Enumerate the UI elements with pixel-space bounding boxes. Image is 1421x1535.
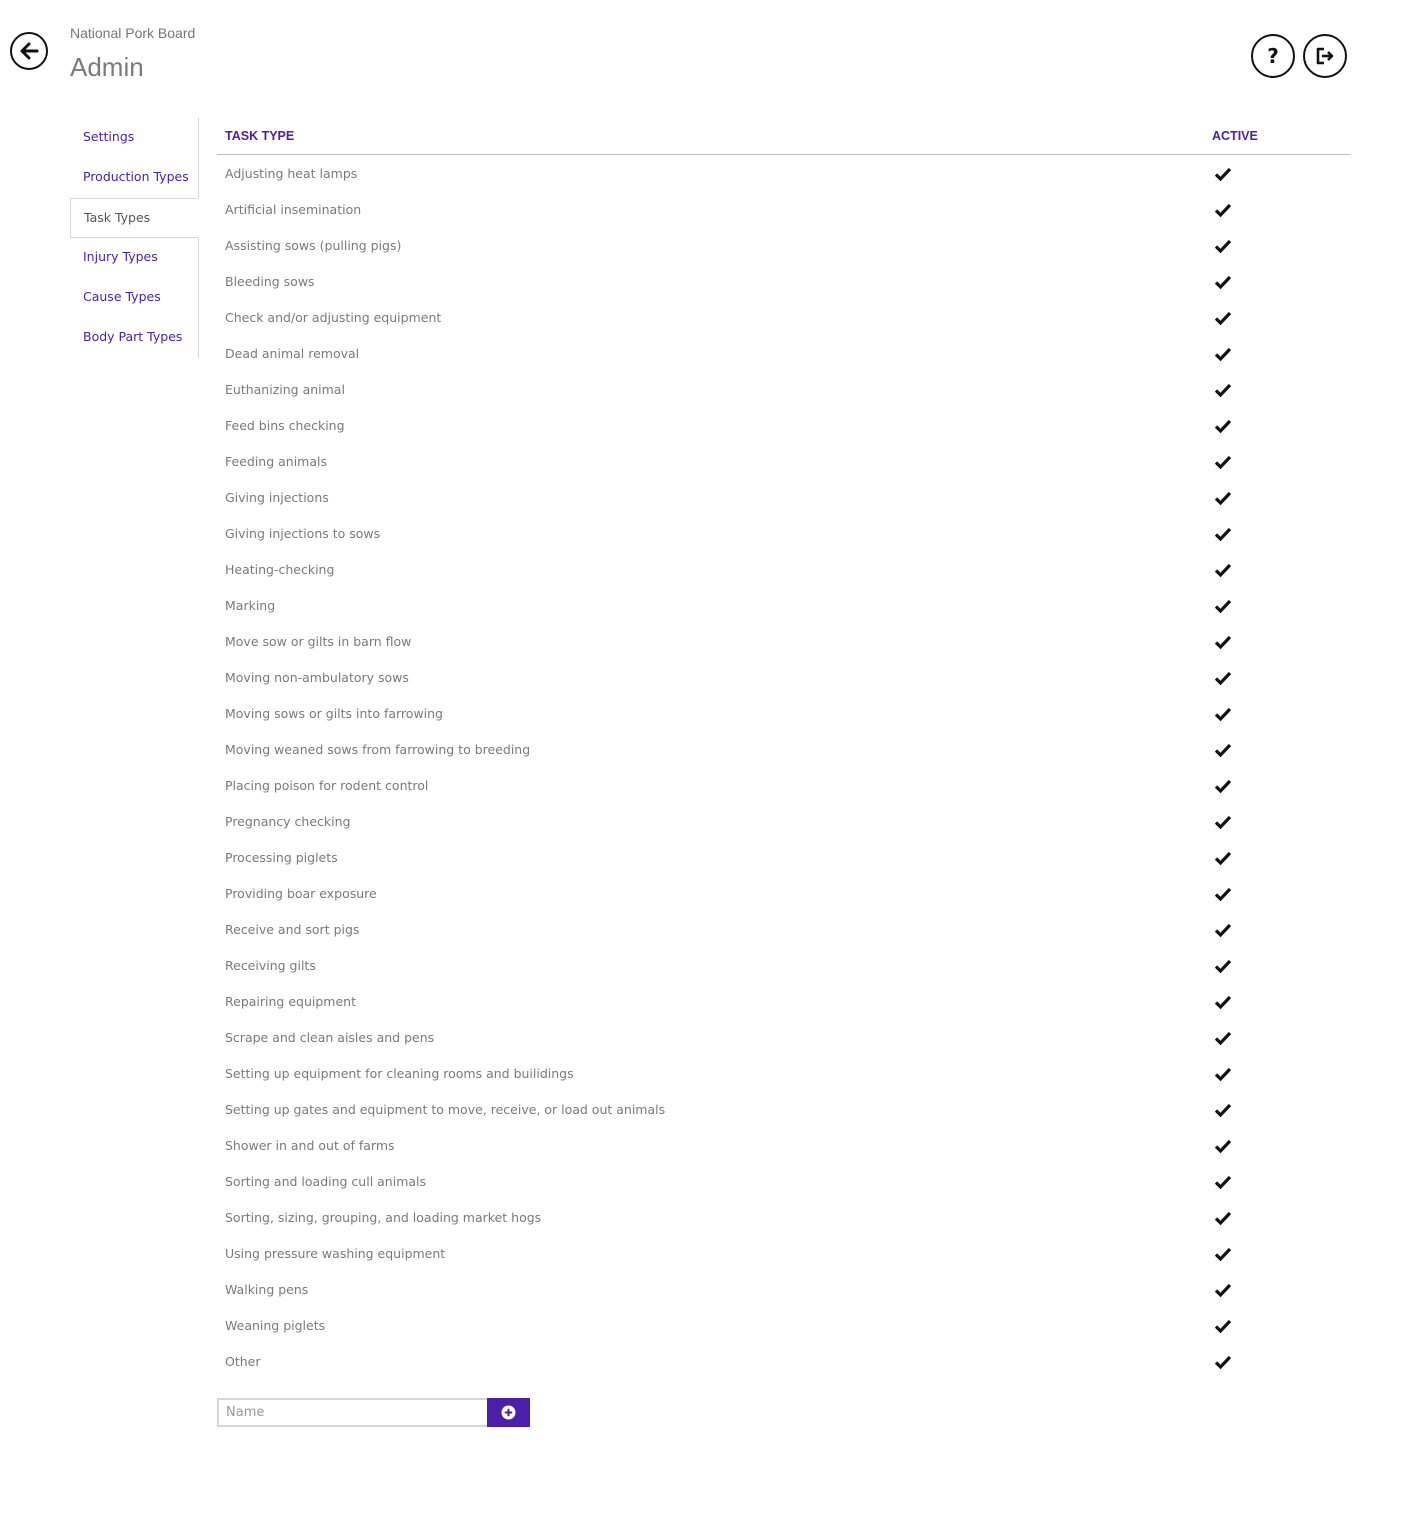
task-type-name[interactable]: Euthanizing animal xyxy=(225,382,345,397)
checkmark-icon[interactable] xyxy=(1214,922,1232,938)
task-type-name[interactable]: Assisting sows (pulling pigs) xyxy=(225,238,402,253)
task-type-name[interactable]: Check and/or adjusting equipment xyxy=(225,310,442,325)
table-row xyxy=(217,1056,1350,1092)
task-type-name[interactable]: Adjusting heat lamps xyxy=(225,166,358,181)
checkmark-icon[interactable] xyxy=(1214,1210,1232,1226)
task-type-name[interactable]: Giving injections to sows xyxy=(225,526,381,541)
task-type-name[interactable]: Moving non-ambulatory sows xyxy=(225,670,409,685)
table-row xyxy=(217,1020,1350,1056)
table-row xyxy=(217,696,1350,732)
table-row xyxy=(217,408,1350,444)
checkmark-icon[interactable] xyxy=(1214,526,1232,542)
checkmark-icon[interactable] xyxy=(1214,1246,1232,1262)
table-row xyxy=(217,1308,1350,1344)
checkmark-icon[interactable] xyxy=(1214,202,1232,218)
checkmark-icon[interactable] xyxy=(1214,814,1232,830)
table-row xyxy=(217,1128,1350,1164)
table-header xyxy=(217,118,1350,155)
task-type-name[interactable]: Placing poison for rodent control xyxy=(225,778,429,793)
checkmark-icon[interactable] xyxy=(1214,1030,1232,1046)
table-row xyxy=(217,768,1350,804)
task-type-name[interactable]: Moving weaned sows from farrowing to breeding xyxy=(225,742,531,757)
task-types-table xyxy=(217,118,1350,1380)
task-type-name[interactable]: Dead animal removal xyxy=(225,346,360,361)
sidebar-item-task-types[interactable]: Task Types xyxy=(70,198,199,238)
task-type-name[interactable]: Scrape and clean aisles and pens xyxy=(225,1030,435,1045)
help-button[interactable] xyxy=(1251,34,1295,78)
table-row xyxy=(217,1200,1350,1236)
checkmark-icon[interactable] xyxy=(1214,1102,1232,1118)
table-row xyxy=(217,480,1350,516)
page-title: Admin xyxy=(70,52,144,82)
task-type-name[interactable]: Walking pens xyxy=(225,1282,309,1297)
table-row xyxy=(217,336,1350,372)
task-type-name[interactable]: Heating-checking xyxy=(225,562,335,577)
task-type-name[interactable]: Repairing equipment xyxy=(225,994,356,1009)
checkmark-icon[interactable] xyxy=(1214,670,1232,686)
task-type-name[interactable]: Processing piglets xyxy=(225,850,338,865)
table-row xyxy=(217,444,1350,480)
table-row xyxy=(217,984,1350,1020)
task-type-name[interactable]: Providing boar exposure xyxy=(225,886,377,901)
plus-circle-icon xyxy=(501,1405,516,1420)
logout-icon xyxy=(1314,45,1336,67)
task-type-name[interactable]: Receive and sort pigs xyxy=(225,922,360,937)
checkmark-icon[interactable] xyxy=(1214,238,1232,254)
checkmark-icon[interactable] xyxy=(1214,1174,1232,1190)
table-row xyxy=(217,804,1350,840)
task-type-name[interactable]: Marking xyxy=(225,598,276,613)
task-type-name[interactable]: Sorting and loading cull animals xyxy=(225,1174,427,1189)
table-row xyxy=(217,156,1350,192)
checkmark-icon[interactable] xyxy=(1214,994,1232,1010)
table-row xyxy=(217,1236,1350,1272)
table-row xyxy=(217,912,1350,948)
back-button[interactable] xyxy=(10,32,48,70)
table-row xyxy=(217,552,1350,588)
checkmark-icon[interactable] xyxy=(1214,850,1232,866)
table-row xyxy=(217,732,1350,768)
add-task-type-form xyxy=(217,1398,530,1427)
checkmark-icon[interactable] xyxy=(1214,778,1232,794)
table-row xyxy=(217,876,1350,912)
task-type-name[interactable]: Using pressure washing equipment xyxy=(225,1246,446,1261)
checkmark-icon[interactable] xyxy=(1214,166,1232,182)
table-row xyxy=(217,1164,1350,1200)
task-type-name[interactable]: Weaning piglets xyxy=(225,1318,326,1333)
checkmark-icon[interactable] xyxy=(1214,742,1232,758)
sidebar-item-body-part-types[interactable]: Body Part Types xyxy=(83,329,183,344)
checkmark-icon[interactable] xyxy=(1214,1318,1232,1334)
table-row xyxy=(217,1344,1350,1380)
checkmark-icon[interactable] xyxy=(1214,490,1232,506)
task-type-name[interactable]: Receiving gilts xyxy=(225,958,316,973)
checkmark-icon[interactable] xyxy=(1214,1354,1232,1370)
table-row xyxy=(217,1272,1350,1308)
sidebar-item-settings[interactable]: Settings xyxy=(83,129,135,144)
checkmark-icon[interactable] xyxy=(1214,706,1232,722)
checkmark-icon[interactable] xyxy=(1214,454,1232,470)
table-row xyxy=(217,588,1350,624)
column-header-active[interactable]: ACTIVE xyxy=(1212,129,1258,143)
table-row xyxy=(217,1092,1350,1128)
task-type-name[interactable]: Sorting, sizing, grouping, and loading market hogs xyxy=(225,1210,542,1225)
org-name: National Pork Board xyxy=(70,25,196,41)
task-type-name[interactable]: Giving injections xyxy=(225,490,329,505)
table-body xyxy=(217,156,1350,1380)
table-row xyxy=(217,372,1350,408)
table-row xyxy=(217,516,1350,552)
task-type-name[interactable]: Setting up gates and equipment to move, receive, or load out animals xyxy=(225,1102,666,1117)
sidebar-nav xyxy=(70,118,199,358)
task-type-name[interactable]: Setting up equipment for cleaning rooms and builidings xyxy=(225,1066,574,1081)
checkmark-icon[interactable] xyxy=(1214,274,1232,290)
task-type-name[interactable]: Feeding animals xyxy=(225,454,328,469)
table-row xyxy=(217,228,1350,264)
task-type-name[interactable]: Bleeding sows xyxy=(225,274,315,289)
checkmark-icon[interactable] xyxy=(1214,958,1232,974)
checkmark-icon[interactable] xyxy=(1214,886,1232,902)
checkmark-icon[interactable] xyxy=(1214,598,1232,614)
table-row xyxy=(217,840,1350,876)
task-type-name[interactable]: Artificial insemination xyxy=(225,202,362,217)
task-type-name[interactable]: Moving sows or gilts into farrowing xyxy=(225,706,443,721)
arrow-left-icon xyxy=(18,40,40,62)
name-input[interactable] xyxy=(217,1398,487,1427)
checkmark-icon[interactable] xyxy=(1214,634,1232,650)
task-type-name[interactable]: Other xyxy=(225,1354,261,1369)
checkmark-icon[interactable] xyxy=(1214,382,1232,398)
sidebar-item-cause-types[interactable]: Cause Types xyxy=(83,289,161,304)
table-row xyxy=(217,660,1350,696)
table-row xyxy=(217,264,1350,300)
checkmark-icon[interactable] xyxy=(1214,346,1232,362)
table-row xyxy=(217,300,1350,336)
checkmark-icon[interactable] xyxy=(1214,1138,1232,1154)
sidebar-item-production-types[interactable]: Production Types xyxy=(83,169,189,184)
table-row xyxy=(217,192,1350,228)
add-button[interactable] xyxy=(487,1398,530,1427)
sidebar-item-injury-types[interactable]: Injury Types xyxy=(83,249,158,264)
logout-button[interactable] xyxy=(1303,34,1347,78)
task-type-name[interactable]: Shower in and out of farms xyxy=(225,1138,395,1153)
checkmark-icon[interactable] xyxy=(1214,418,1232,434)
question-icon: ? xyxy=(1267,44,1279,68)
checkmark-icon[interactable] xyxy=(1214,310,1232,326)
checkmark-icon[interactable] xyxy=(1214,562,1232,578)
task-type-name[interactable]: Move sow or gilts in barn flow xyxy=(225,634,412,649)
column-header-task-type[interactable]: TASK TYPE xyxy=(225,129,295,143)
table-row xyxy=(217,948,1350,984)
checkmark-icon[interactable] xyxy=(1214,1282,1232,1298)
table-row xyxy=(217,624,1350,660)
task-type-name[interactable]: Feed bins checking xyxy=(225,418,345,433)
checkmark-icon[interactable] xyxy=(1214,1066,1232,1082)
task-type-name[interactable]: Pregnancy checking xyxy=(225,814,351,829)
